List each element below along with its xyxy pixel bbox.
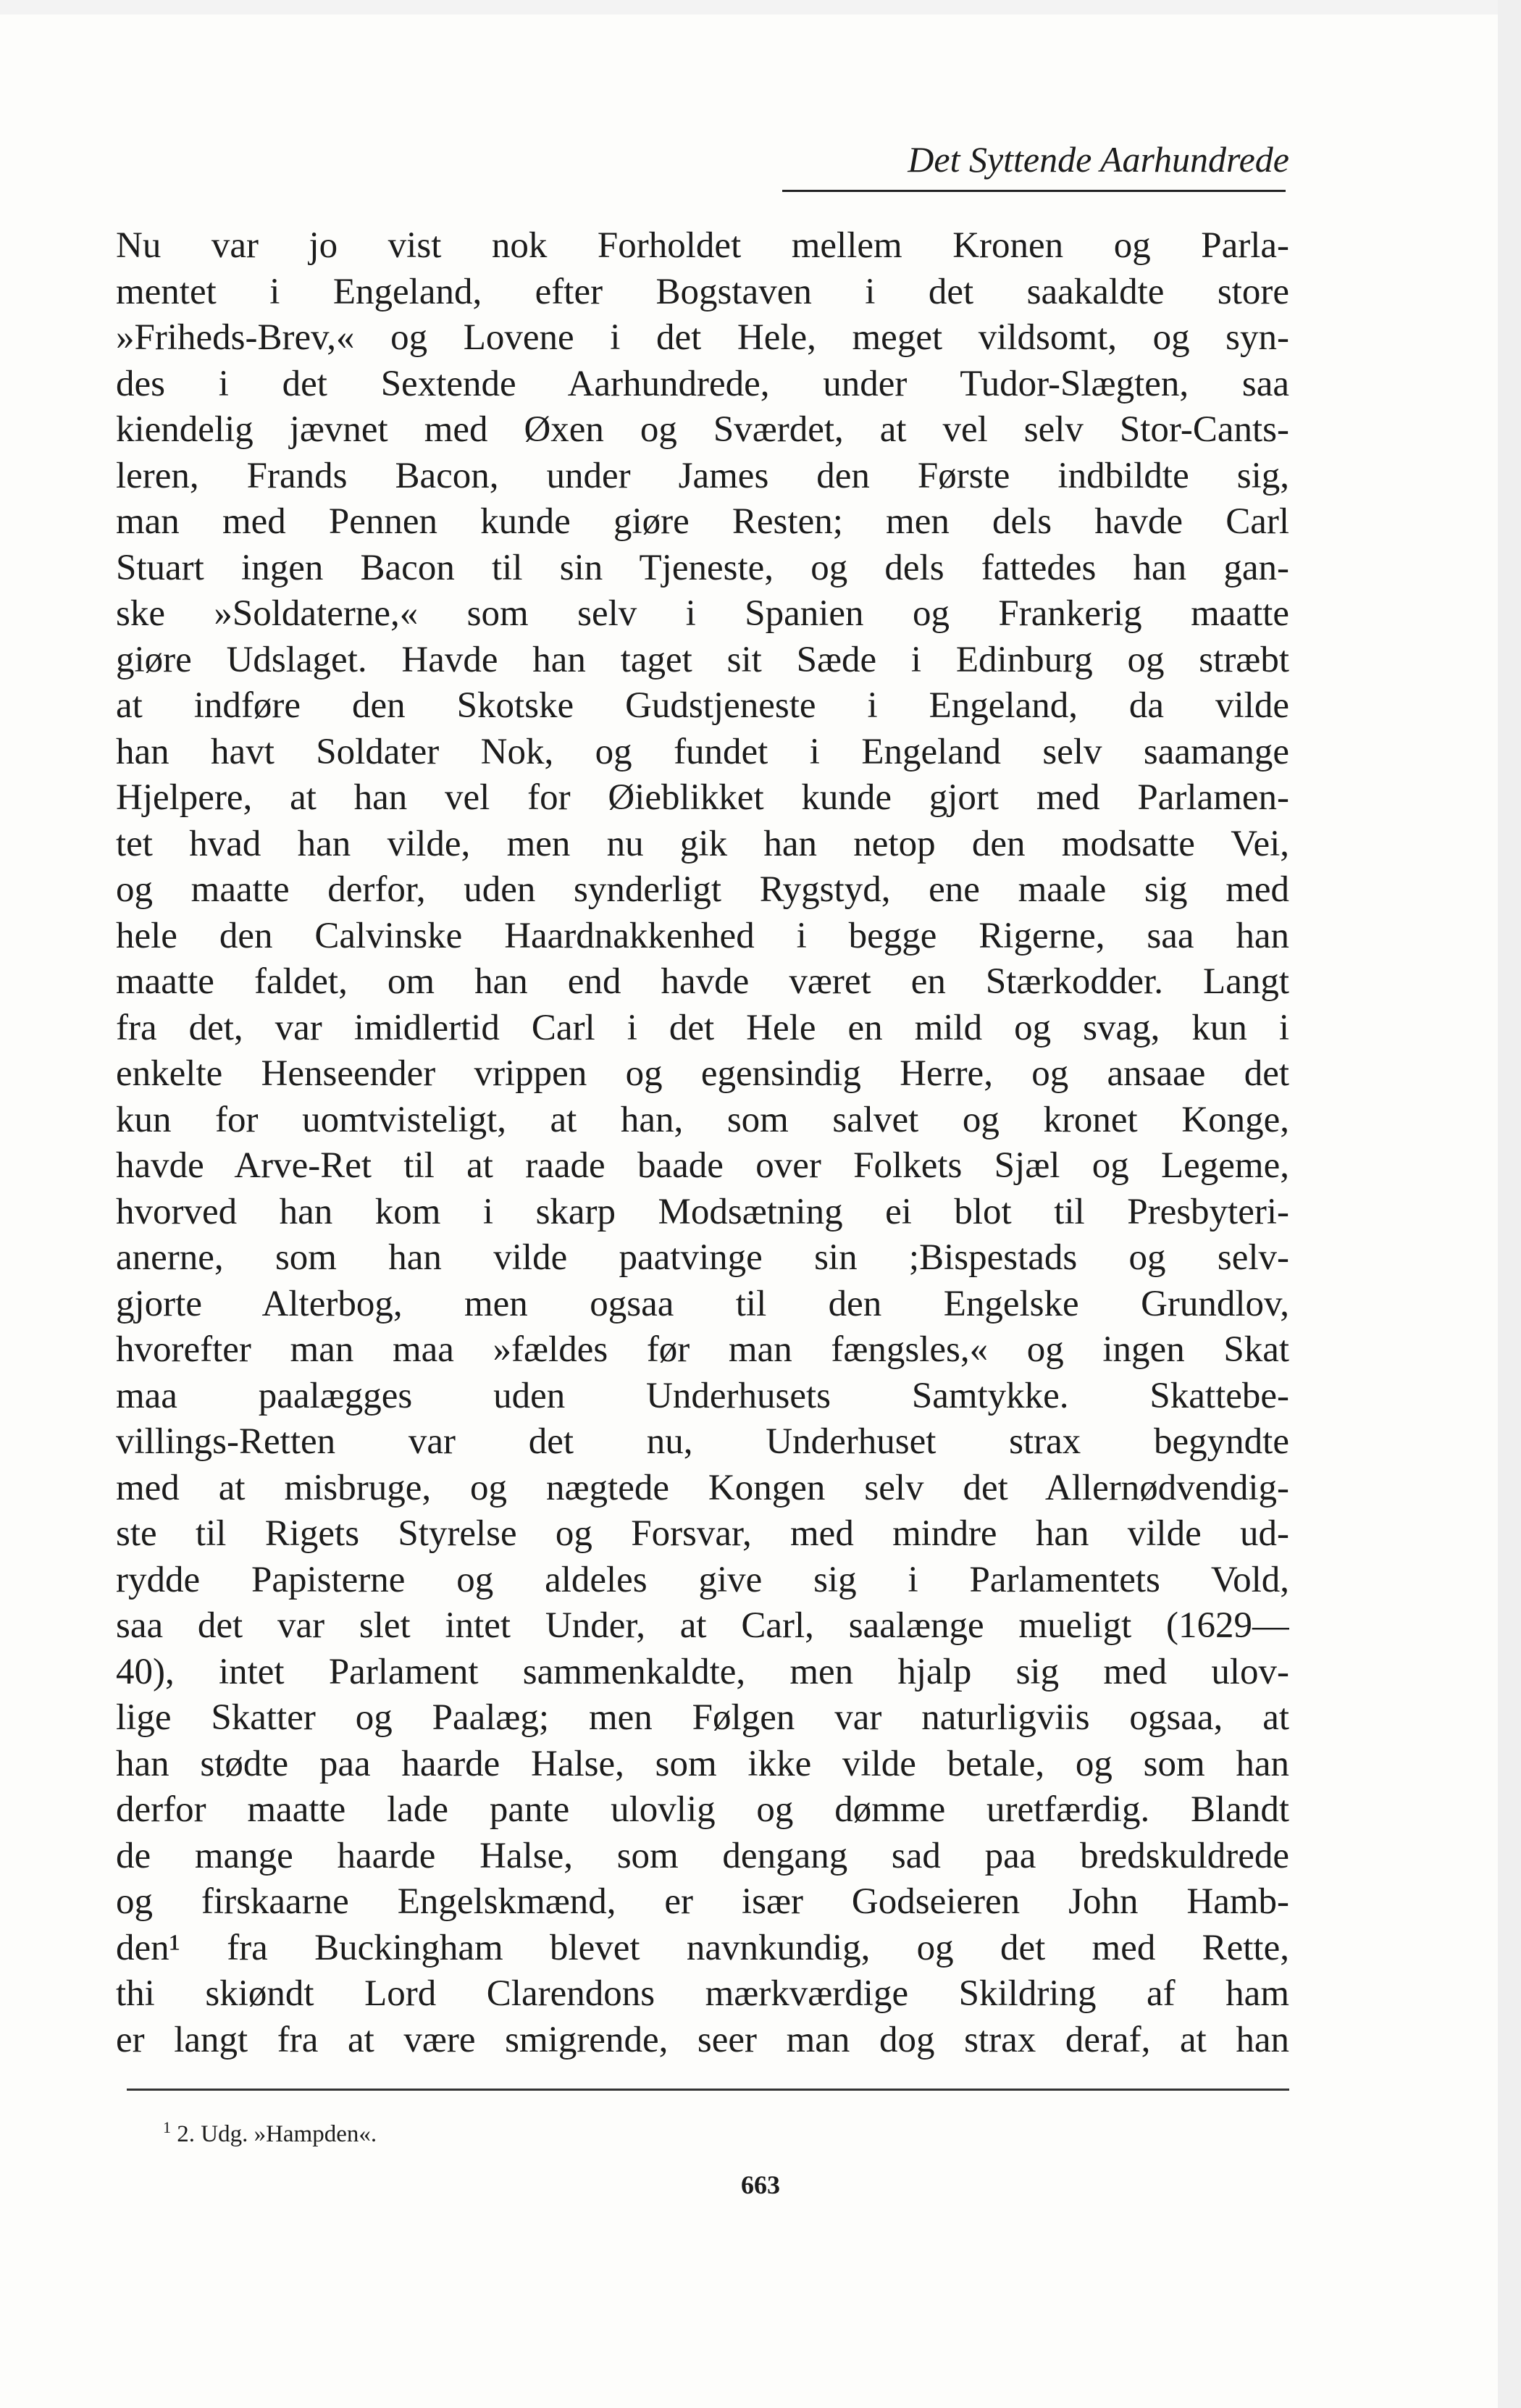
footnote-rule — [127, 2089, 1289, 2091]
text-line: havde Arve-Ret til at raade baade over Folkets Sjæl og Legeme, — [116, 1145, 1289, 1186]
text-line: de mange haarde Halse, som dengang sad paa bredskuldrede — [116, 1835, 1289, 1876]
text-line: lige Skatter og Paalæg; men Følgen var naturligviis ogsaa, at — [116, 1697, 1289, 1738]
scan-edge-top — [0, 0, 1521, 14]
header-rule — [782, 190, 1286, 192]
text-line: Stuart ingen Bacon til sin Tjeneste, og dels fattedes han gan- — [116, 547, 1289, 588]
text-line: enkelte Henseender vrippen og egensindig Herre, og ansaae det — [116, 1053, 1289, 1094]
text-line: maa paalægges uden Underhusets Samtykke. Skattebe- — [116, 1375, 1289, 1416]
text-line: des i det Sextende Aarhundrede, under Tudor-Slægten, saa — [116, 363, 1289, 404]
text-line: hvorefter man maa »fældes før man fængsles,« og ingen Skat — [116, 1329, 1289, 1370]
text-line: gjorte Alterbog, men ogsaa til den Engelske Grundlov, — [116, 1283, 1289, 1324]
text-line: 40), intet Parlament sammenkaldte, men hjalp sig med ulov- — [116, 1651, 1289, 1692]
text-line: mentet i Engeland, efter Bogstaven i det saakaldte store — [116, 271, 1289, 312]
text-line: giøre Udslaget. Havde han taget sit Sæde i Edinburg og stræbt — [116, 639, 1289, 680]
text-line: ste til Rigets Styrelse og Forsvar, med mindre han vilde ud- — [116, 1513, 1289, 1554]
text-line: med at misbruge, og nægtede Kongen selv det Allernødvendig- — [116, 1467, 1289, 1508]
text-line: hele den Calvinske Haardnakkenhed i begge Rigerne, saa han — [116, 915, 1289, 956]
text-line: maatte faldet, om han end havde været en Stærkodder. Langt — [116, 961, 1289, 1002]
scan-edge-right — [1498, 0, 1521, 2408]
text-line: hvorved han kom i skarp Modsætning ei blot til Presbyteri- — [116, 1191, 1289, 1232]
text-line: den¹ fra Buckingham blevet navnkundig, og det med Rette, — [116, 1927, 1289, 1968]
body-text — [116, 223, 1289, 2063]
text-line: er langt fra at være smigrende, seer man dog strax deraf, at han — [116, 2019, 1289, 2060]
text-line: anerne, som han vilde paatvinge sin ;Bispestads og selv- — [116, 1237, 1289, 1278]
text-line: »Friheds-Brev,« og Lovene i det Hele, meget vildsomt, og syn- — [116, 317, 1289, 358]
footnote-text: 2. Udg. »Hampden«. — [177, 2121, 377, 2147]
text-line: ske »Soldaterne,« som selv i Spanien og Frankerig maatte — [116, 593, 1289, 634]
text-line: derfor maatte lade pante ulovlig og dømme uretfærdig. Blandt — [116, 1789, 1289, 1830]
text-line: Hjelpere, at han vel for Øieblikket kunde gjort med Parlamen- — [116, 777, 1289, 818]
text-line: man med Pennen kunde giøre Resten; men dels havde Carl — [116, 501, 1289, 542]
text-line: Nu var jo vist nok Forholdet mellem Kronen og Parla- — [116, 225, 1289, 266]
footnote — [163, 2112, 377, 2150]
text-line: kiendelig jævnet med Øxen og Sværdet, at vel selv Stor-Cants- — [116, 409, 1289, 450]
text-line: leren, Frands Bacon, under James den Første indbildte sig, — [116, 455, 1289, 496]
text-line: kun for uomtvisteligt, at han, som salvet og kronet Konge, — [116, 1099, 1289, 1140]
footnote-marker: 1 — [163, 2118, 171, 2136]
text-line: saa det var slet intet Under, at Carl, saalænge mueligt (1629— — [116, 1605, 1289, 1646]
text-line: han havt Soldater Nok, og fundet i Engeland selv saamange — [116, 731, 1289, 772]
page-number: 663 — [741, 2170, 780, 2199]
text-line: tet hvad han vilde, men nu gik han netop den modsatte Vei, — [116, 823, 1289, 864]
text-line: og firskaarne Engelskmænd, er især Godseieren John Hamb- — [116, 1881, 1289, 1922]
text-line: villings-Retten var det nu, Underhuset strax begyndte — [116, 1421, 1289, 1462]
text-line: rydde Papisterne og aldeles give sig i Parlamentets Vold, — [116, 1559, 1289, 1600]
text-line: og maatte derfor, uden synderligt Rygstyd, ene maale sig med — [116, 869, 1289, 910]
text-line: fra det, var imidlertid Carl i det Hele en mild og svag, kun i — [116, 1007, 1289, 1048]
text-line: han stødte paa haarde Halse, som ikke vilde betale, og som han — [116, 1743, 1289, 1784]
text-line: thi skiøndt Lord Clarendons mærkværdige Skildring af ham — [116, 1973, 1289, 2014]
text-line: at indføre den Skotske Gudstjeneste i Engeland, da vilde — [116, 685, 1289, 726]
running-title: Det Syttende Aarhundrede — [908, 139, 1289, 180]
